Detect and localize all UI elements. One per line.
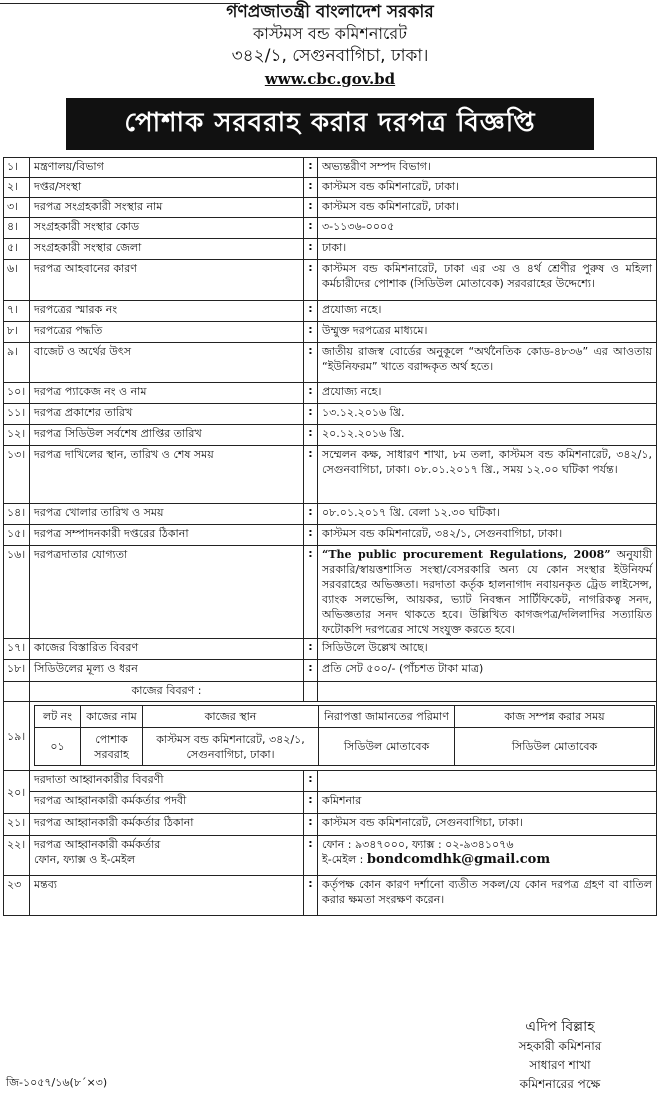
row-label: দরপত্র প্যাকেজ নং ও নাম: [30, 383, 304, 404]
row-label: দরপত্রদাতার যোগ্যতা: [30, 546, 304, 639]
colon: :: [304, 158, 318, 178]
phone-fax: ফোন : ৯৩৪৭০০০, ফ্যাক্স : ০২-৯৩৪১০৭৬: [322, 838, 514, 851]
row-number: ১৫।: [4, 525, 30, 546]
table-row: [4, 198, 657, 218]
row-number: ১৪।: [4, 504, 30, 525]
row-number: ৯।: [4, 343, 30, 383]
row-number: ১২।: [4, 425, 30, 446]
row-label: মন্তব্য: [30, 876, 304, 916]
table-row: [4, 876, 657, 916]
work-place-value: কাস্টমস বন্ড কমিশনারেট, ৩৪২/১, সেগুনবাগিচা, ঢাকা।: [143, 728, 319, 766]
row-value: উম্মুক্ত দরপত্রের মাধ্যমে।: [318, 322, 657, 343]
colon: :: [304, 876, 318, 916]
row-label: সংগ্রহকারী সংস্থার কোড: [30, 218, 304, 239]
table-row: [4, 814, 657, 836]
row-label: দরপত্রের পদ্ধতি: [30, 322, 304, 343]
table-row: [4, 792, 657, 814]
row-label: কাজের বিস্তারিত বিবরণ: [30, 639, 304, 660]
row-value: ২০.১২.২০১৬ খ্রি.: [318, 425, 657, 446]
row-number: ১০।: [4, 383, 30, 404]
row-value: [318, 836, 657, 876]
row-number: ৫।: [4, 239, 30, 260]
colon: :: [304, 239, 318, 260]
row-number: ১৮।: [4, 660, 30, 682]
col-lot: লট নং: [35, 706, 81, 728]
colon: :: [304, 404, 318, 425]
row-value: ০৮.০১.২০১৭ খ্রি. বেলা ১২.৩০ ঘটিকা।: [318, 504, 657, 525]
colon: :: [304, 260, 318, 301]
row-number: ২১।: [4, 814, 30, 836]
row-label: দরপত্র দাখিলের স্থান, তারিখ ও শেষ সময়: [30, 446, 304, 504]
row-number: ১৬।: [4, 546, 30, 639]
row-label: দরদাতা আহ্বানকারীর বিবরণী: [30, 771, 304, 792]
colon: :: [304, 218, 318, 239]
table-row: [4, 836, 657, 876]
colon: :: [304, 343, 318, 383]
row-label: দরপত্র খোলার তারিখ ও সময়: [30, 504, 304, 525]
table-row: [4, 771, 657, 792]
colon: :: [304, 660, 318, 682]
website-link[interactable]: www.cbc.gov.bd: [264, 70, 396, 88]
table-row: [4, 446, 657, 504]
table-row: [4, 343, 657, 383]
table-row: [4, 322, 657, 343]
table-row: [4, 546, 657, 639]
row-label: দরপত্র প্রকাশের তারিখ: [30, 404, 304, 425]
signatory-designation: সহকারী কমিশনার: [518, 1039, 602, 1053]
table-row: [4, 660, 657, 682]
colon: :: [304, 198, 318, 218]
row-number: ২২।: [4, 836, 30, 876]
email-label: ই-মেইল :: [322, 853, 364, 866]
lot-value: ০১: [35, 728, 81, 766]
row-value: সম্মেলন কক্ষ, সাধারণ শাখা, ৮ম তলা, কাস্টমস বন্ড কমিশনারেট, ৩৪২/১, সেগুনবাগিচা, ঢাকা। ০৮.০১.২০১৭ খ্রি., সময় ১২.০০ ঘটিকা পর্যন্ত।: [318, 446, 657, 504]
row-value: প্রযোজ্য নহে।: [318, 383, 657, 404]
row-value: সিডিউলে উল্লেখ আছে।: [318, 639, 657, 660]
row-value: কাস্টমস বন্ড কমিশনারেট, ৩৪২/১, সেগুনবাগিচা, ঢাকা।: [318, 525, 657, 546]
row-label: [30, 836, 304, 876]
signatory-behalf: কমিশনারের পক্ষে: [519, 1077, 601, 1091]
work-table: [34, 705, 655, 766]
colon: :: [304, 446, 318, 504]
office-name: কাস্টমস বন্ড কমিশনারেট: [253, 24, 407, 43]
table-row: [4, 525, 657, 546]
colon: :: [304, 771, 318, 792]
row-value: কমিশনার: [318, 792, 657, 814]
work-heading: কাজের বিবরণ :: [30, 682, 304, 702]
row-label: দরপত্র সম্পাদনকারী দপ্তরের ঠিকানা: [30, 525, 304, 546]
row-value: ১৩.১২.২০১৬ খ্রি.: [318, 404, 657, 425]
row-number: ২৩: [4, 876, 30, 916]
row-number: ১৭।: [4, 639, 30, 660]
colon: :: [304, 792, 318, 814]
row-number: ১১।: [4, 404, 30, 425]
colon: :: [304, 178, 318, 198]
office-address: ৩৪২/১, সেগুনবাগিচা, ঢাকা।: [231, 46, 429, 66]
row-value: প্রযোজ্য নহে।: [318, 301, 657, 322]
contact-label-line1: দরপত্র আহ্বানকারী কর্মকর্তার: [34, 838, 161, 851]
row-label: দরপত্র আহ্বানকারী কর্মকর্তার পদবী: [30, 792, 304, 814]
row-label: দরপত্র আহ্বানকারী কর্মকর্তার ঠিকানা: [30, 814, 304, 836]
colon: :: [304, 814, 318, 836]
colon: :: [304, 504, 318, 525]
row-number: ২।: [4, 178, 30, 198]
table-row: [4, 404, 657, 425]
row-label: বাজেট ও অর্থের উৎস: [30, 343, 304, 383]
row-value: কাস্টমস বন্ড কমিশনারেট, ঢাকা।: [318, 198, 657, 218]
security-value: সিডিউল মোতাবেক: [319, 728, 455, 766]
signature-block: [490, 1018, 630, 1094]
row-value: ৩-১১৩৬-০০০৫: [318, 218, 657, 239]
row-value: কাস্টমস বন্ড কমিশনারেট, ঢাকা এর ৩য় ও ৪র্থ শ্রেণীর পুরুষ ও মহিলা কর্মচারীদের পোশাক (সিডিউল মোতাবেক) সরবরাহের উদ্দেশ্যে।: [318, 260, 657, 301]
govt-name: গণপ্রজাতন্ত্রী বাংলাদেশ সরকার: [226, 2, 434, 22]
table-row: [4, 178, 657, 198]
table-row: [4, 425, 657, 446]
table-row: [4, 218, 657, 239]
colon: :: [304, 639, 318, 660]
row-value: কর্তৃপক্ষ কোন কারণ দর্শানো ব্যতীত সকল/যে কোন দরপত্র গ্রহণ বা বাতিল করার ক্ষমতা সংরক্ষণ করেন।: [318, 876, 657, 916]
row-value: [318, 771, 657, 792]
row-label: দরপত্রের স্মারক নং: [30, 301, 304, 322]
row-label: সিডিউলের মূল্য ও ধরন: [30, 660, 304, 682]
row-number: ৮।: [4, 322, 30, 343]
row-number: ১৩।: [4, 446, 30, 504]
colon: :: [304, 301, 318, 322]
colon: :: [304, 525, 318, 546]
work-row: [4, 702, 657, 771]
tender-table: [3, 157, 657, 916]
row-value: ঢাকা।: [318, 239, 657, 260]
notice-title: পোশাক সরবরাহ করার দরপত্র বিজ্ঞপ্তি: [66, 98, 594, 150]
signatory-name: এদিপ বিল্লাহ: [525, 1019, 595, 1035]
colon: :: [304, 836, 318, 876]
contact-label-line2: ফোন, ফ্যাক্স ও ই-মেইল: [34, 853, 136, 866]
table-row: [4, 504, 657, 525]
table-row: [4, 301, 657, 322]
table-row: [4, 260, 657, 301]
signatory-section: সাধারণ শাখা: [529, 1058, 591, 1072]
table-row: [4, 239, 657, 260]
row-value: [318, 546, 657, 639]
row-number: ৬।: [4, 260, 30, 301]
row-value: কাস্টমস বন্ড কমিশনারেট, ঢাকা।: [318, 178, 657, 198]
regulation-name: “The public procurement Regulations, 2008”: [322, 548, 611, 561]
row-label: মন্ত্রণালয়/বিভাগ: [30, 158, 304, 178]
row-number: ২০।: [4, 771, 30, 814]
row-value: কাস্টমস বন্ড কমিশনারেট, সেগুনবাগিচা, ঢাকা।: [318, 814, 657, 836]
row-value: প্রতি সেট ৫০০/- (পাঁচশত টাকা মাত্র): [318, 660, 657, 682]
email-link[interactable]: bondcomdhk@gmail.com: [366, 852, 551, 867]
colon: :: [304, 425, 318, 446]
table-row: [4, 383, 657, 404]
row-number: ১৯।: [4, 702, 30, 771]
colon: :: [304, 546, 318, 639]
row-value: অভ্যন্তরীণ সম্পদ বিভাগ।: [318, 158, 657, 178]
row-number: ৪।: [4, 218, 30, 239]
reference-number: জি-১০৫৭/১৬(৮´×৩): [6, 1076, 108, 1089]
eligibility-text: অনুযায়ী সরকারি/স্বায়ত্তশাসিত সংস্থা/বেসরকারি অন্য যে কোন সংস্থার ইউনিফর্ম সরবরাহের অভিজ্ঞতা। দরদাতা কর্তৃক হালনাগাদ নবায়নকৃত ট্রেড লাইসেন্স, ব্যাংক সলভেন্সি, আয়কর, ভ্যাট নিবন্ধন সার্টিফিকেট, নাগরিকত্ব সনদ, অভিজ্ঞতার সনদ থাকতে হবে। উল্লিখিত কাগজপত্র/দলিলাদির সত্যায়িত ফটোকপি দরপত্রের সাথে সংযুক্ত করতে হবে।: [322, 548, 652, 636]
colon: :: [304, 322, 318, 343]
work-name-value: পোশাক সরবরাহ: [81, 728, 143, 766]
row-label: সংগ্রহকারী সংস্থার জেলা: [30, 239, 304, 260]
row-label: দরপত্র সংগ্রহকারী সংস্থার নাম: [30, 198, 304, 218]
completion-value: সিডিউল মোতাবেক: [455, 728, 655, 766]
row-number: ১।: [4, 158, 30, 178]
row-label: দরপত্র সিডিউল সর্বশেষ প্রাপ্তির তারিখ: [30, 425, 304, 446]
row-number: ৭।: [4, 301, 30, 322]
row-label: দপ্তর/সংস্থা: [30, 178, 304, 198]
table-row: [4, 158, 657, 178]
work-heading-row: [4, 682, 657, 702]
row-label: দরপত্র আহবানের কারণ: [30, 260, 304, 301]
col-work-name: কাজের নাম: [81, 706, 143, 728]
colon: :: [304, 383, 318, 404]
col-security: নিরাপত্তা জামানতের পরিমাণ: [319, 706, 455, 728]
row-value: জাতীয় রাজস্ব বোর্ডের অনুকূলে “অর্থনৈতিক কোড-৪৮৩৬” এর আওতায় “ইউনিফরম” খাতে বরাদ্দকৃত অর্থ হতে।: [318, 343, 657, 383]
table-row: [4, 639, 657, 660]
col-work-place: কাজের স্থান: [143, 706, 319, 728]
col-completion: কাজ সম্পন্ন করার সময়: [455, 706, 655, 728]
row-number: ৩।: [4, 198, 30, 218]
